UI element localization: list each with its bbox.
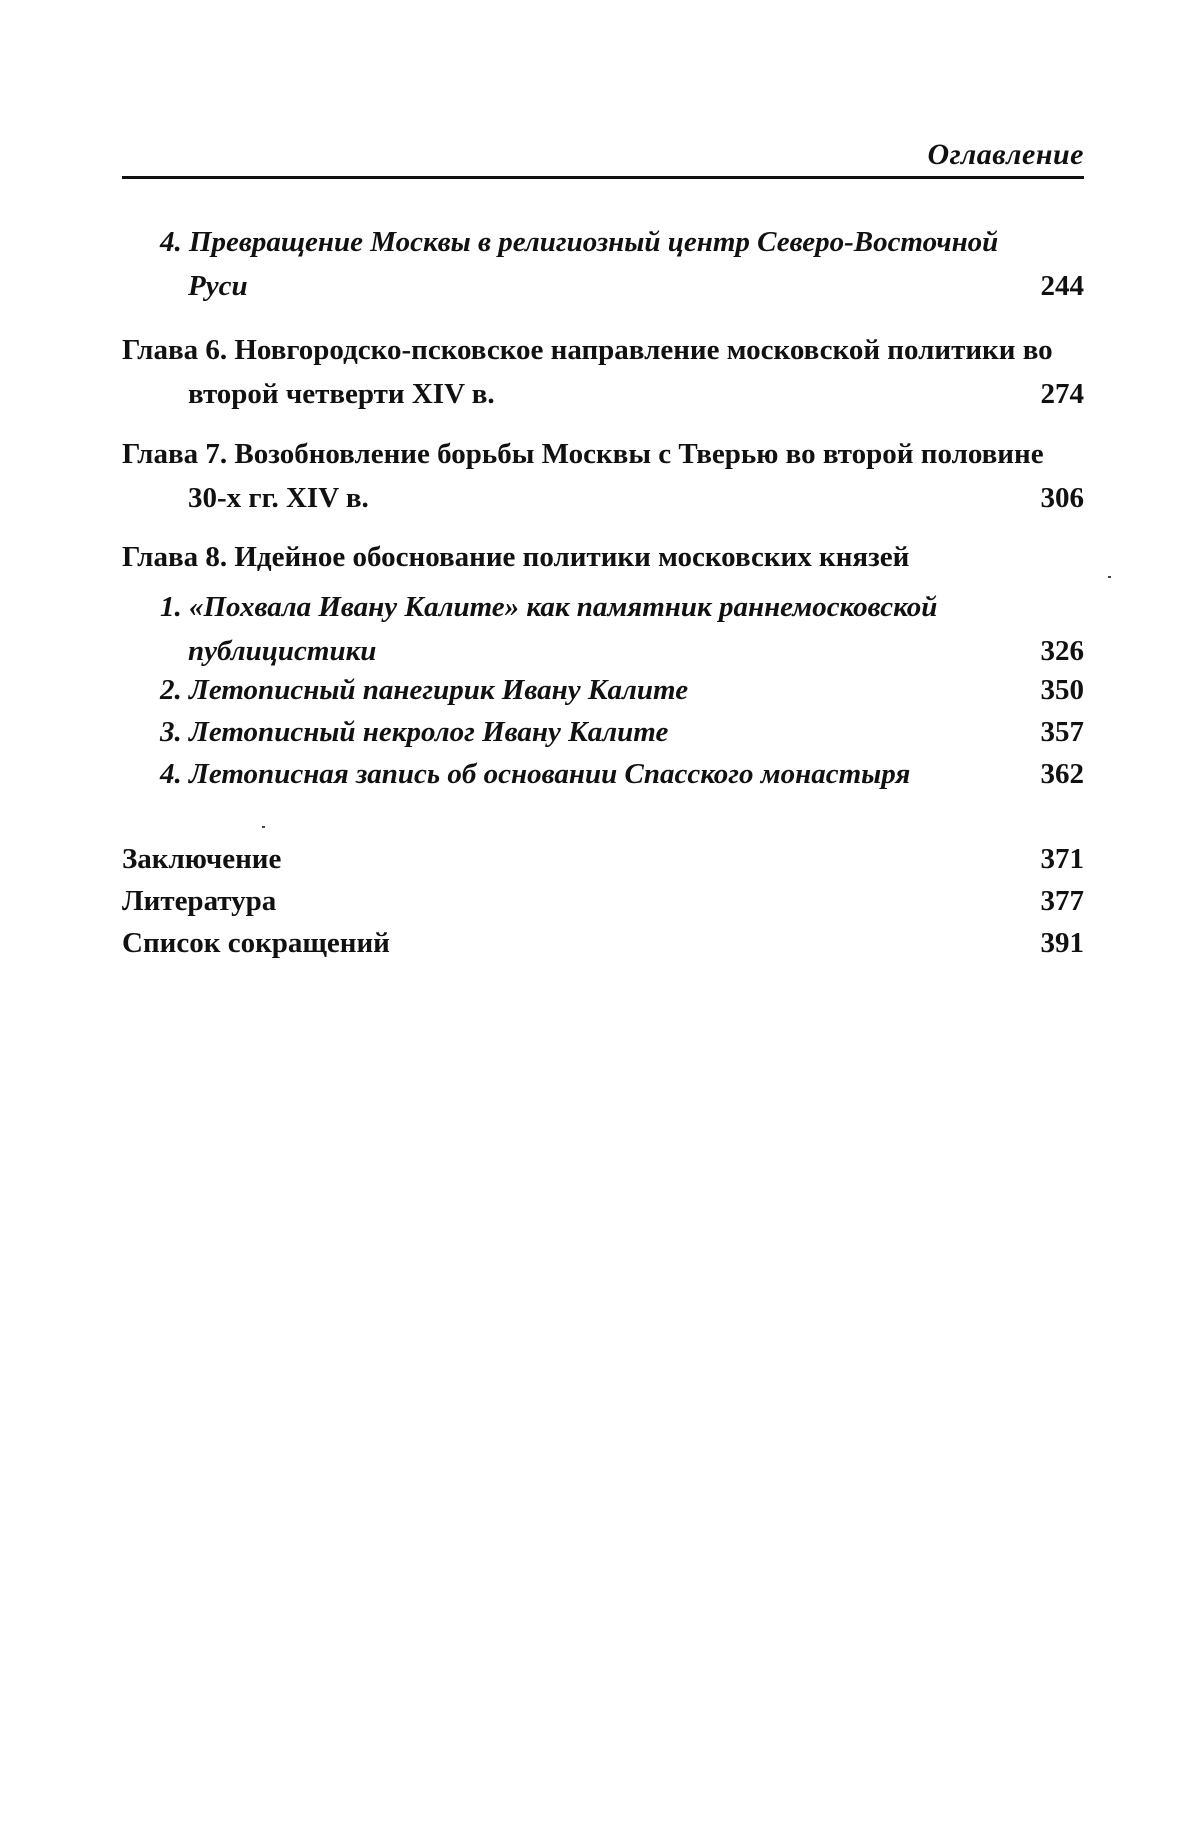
toc-entry-chapter-6 — [122, 328, 1084, 416]
toc-entry-page: 391 — [1040, 927, 1084, 959]
toc-entry-literature — [122, 879, 1084, 923]
toc-entry-page: 362 — [1040, 758, 1084, 790]
running-head: Оглавление — [927, 138, 1084, 171]
toc-entry-page: 377 — [1040, 885, 1084, 917]
toc-entry-title: Список сокращений — [122, 927, 390, 959]
toc-entry-page: 357 — [1040, 716, 1084, 748]
toc-entry-title: Глава 8. Идейное обоснование политики московских князей — [122, 541, 910, 573]
toc-entry-title: Заключение — [122, 843, 282, 875]
toc-entry-title: 2. Летописный панегирик Ивану Калите — [160, 674, 689, 706]
header-rule — [122, 176, 1084, 179]
scan-speck — [262, 826, 265, 828]
toc-entry-section-2-panegyric — [122, 668, 1084, 712]
toc-entry-page: 274 — [1040, 378, 1084, 410]
toc-entry-title: Глава 6. Новгородско-псковское направление московской политики во второй четверти XIV в. — [122, 334, 1053, 410]
toc-entry-section-1-pokhvala — [122, 585, 1084, 673]
toc-entry-page: 371 — [1040, 843, 1084, 875]
toc-entry-abbreviations — [122, 921, 1084, 965]
toc-entry-chapter-7 — [122, 432, 1084, 520]
toc-entry-title: Литература — [122, 885, 277, 917]
toc-entry-section-3-necrology — [122, 710, 1084, 754]
toc-entry-page: 350 — [1040, 674, 1084, 706]
toc-entry-title: 4. Летописная запись об основании Спасского монастыря — [160, 758, 911, 790]
scan-speck — [1108, 576, 1111, 578]
toc-entry-page: 306 — [1040, 482, 1084, 514]
toc-entry-section-4-spassky-monastery — [122, 752, 1084, 796]
toc-entry-title: 4. Превращение Москвы в религиозный центр Северо-Восточной Руси — [160, 226, 999, 302]
toc-entry-section-4-moscow-religious-center — [122, 220, 1084, 308]
toc-entry-title: 3. Летописный некролог Ивану Калите — [160, 716, 669, 748]
toc-entry-page: 326 — [1040, 635, 1084, 667]
toc-entry-page: 244 — [1040, 270, 1084, 302]
toc-entry-title: 1. «Похвала Ивану Калите» как памятник раннемосковской публицистики — [160, 591, 938, 667]
toc-entry-title: Глава 7. Возобновление борьбы Москвы с Тверью во второй половине 30-х гг. XIV в. — [122, 438, 1044, 514]
toc-entry-conclusion — [122, 837, 1084, 881]
toc-entry-chapter-8 — [122, 535, 1084, 579]
